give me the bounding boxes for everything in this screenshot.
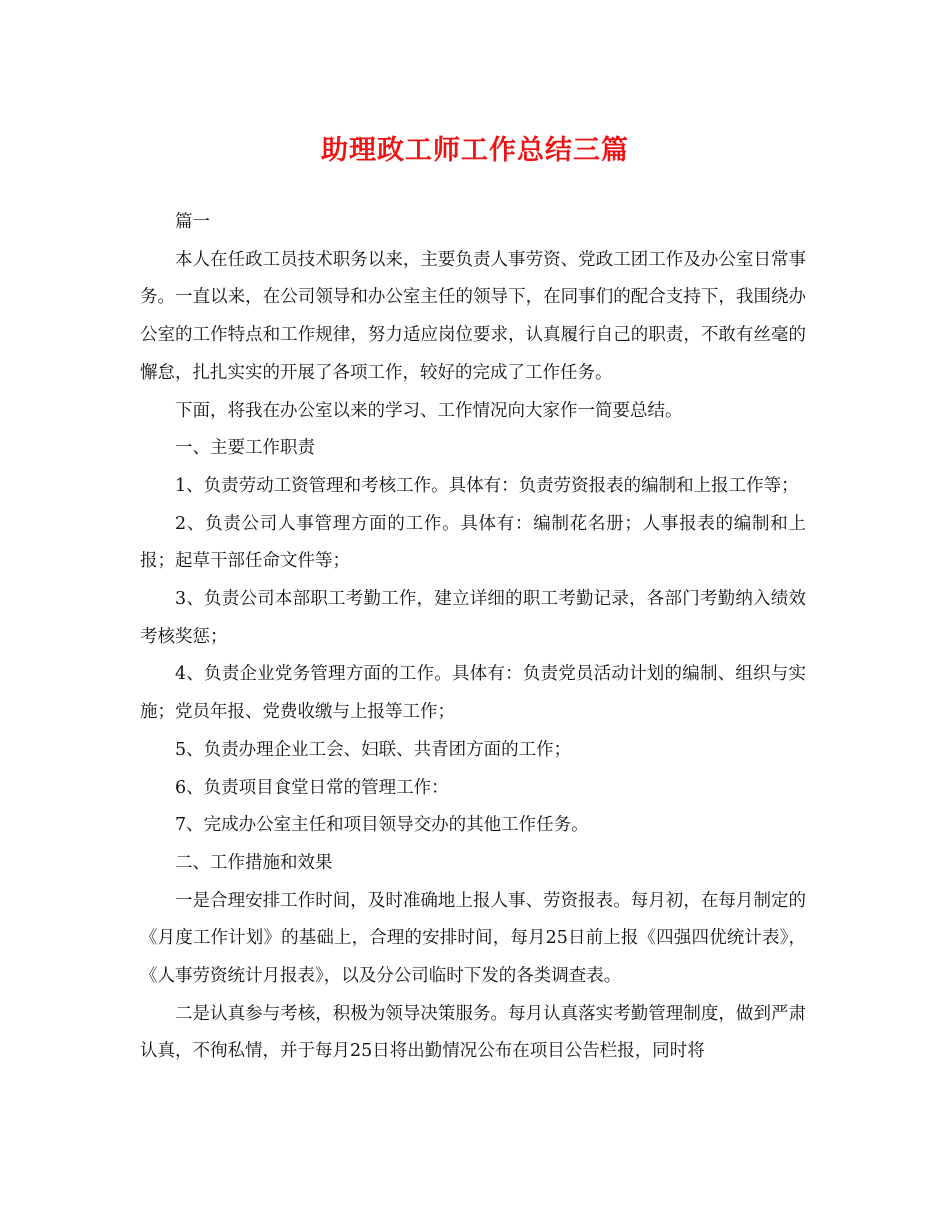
duty-item-2: 2、负责公司人事管理方面的工作。具体有：编制花名册；人事报表的编制和上报；起草干部任命文件等； [140, 513, 806, 572]
document-title: 助理政工师工作总结三篇 [321, 135, 629, 166]
duty-item-1: 1、负责劳动工资管理和考核工作。具体有：负责劳资报表的编制和上报工作等； [175, 475, 799, 496]
duty-item-6: 6、负责项目食堂日常的管理工作： [175, 777, 449, 798]
paragraph-measure-2: 二是认真参与考核，积极为领导决策服务。每月认真落实考勤管理制度，做到严肃认真，不徇私情，并于每月25日将出勤情况公布在项目公告栏报，同时将 [140, 1003, 806, 1062]
document-body [140, 204, 806, 1071]
heading-measures-results: 二、工作措施和效果 [175, 852, 333, 873]
paragraph-measure-1: 一是合理安排工作时间，及时准确地上报人事、劳资报表。每月初，在每月制定的《月度工作计划》的基础上，合理的安排时间，每月25日前上报《四强四优统计表》，《人事劳资统计月报表》，以及分公司临时下发的各类调查表。 [140, 890, 806, 987]
section-heading-part-one: 篇一 [175, 212, 210, 232]
duty-item-4: 4、负责企业党务管理方面的工作。具体有：负责党员活动计划的编制、组织与实施；党员年报、党费收缴与上报等工作； [140, 664, 806, 723]
duty-item-3: 3、负责公司本部职工考勤工作，建立详细的职工考勤记录，各部门考勤纳入绩效考核奖惩； [140, 589, 806, 647]
heading-main-duties: 一、主要工作职责 [175, 438, 315, 459]
paragraph-summary-lead: 下面，将我在办公室以来的学习、工作情况向大家作一简要总结。 [175, 400, 683, 421]
paragraph-intro: 本人在任政工员技术职务以来，主要负责人事劳资、党政工团工作及办公室日常事务。一直以来，在公司领导和办公室主任的领导下，在同事们的配合支持下，我围绕办公室的工作特点和工作规律，努力适应岗位要求，认真履行自己的职责，不敢有丝毫的懈怠，扎扎实实的开展了各项工作，较好的完成了工作任务。 [140, 249, 806, 383]
duty-item-7: 7、完成办公室主任和项目领导交办的其他工作任务。 [175, 815, 589, 836]
duty-item-5: 5、负责办理企业工会、妇联、共青团方面的工作； [175, 739, 572, 760]
